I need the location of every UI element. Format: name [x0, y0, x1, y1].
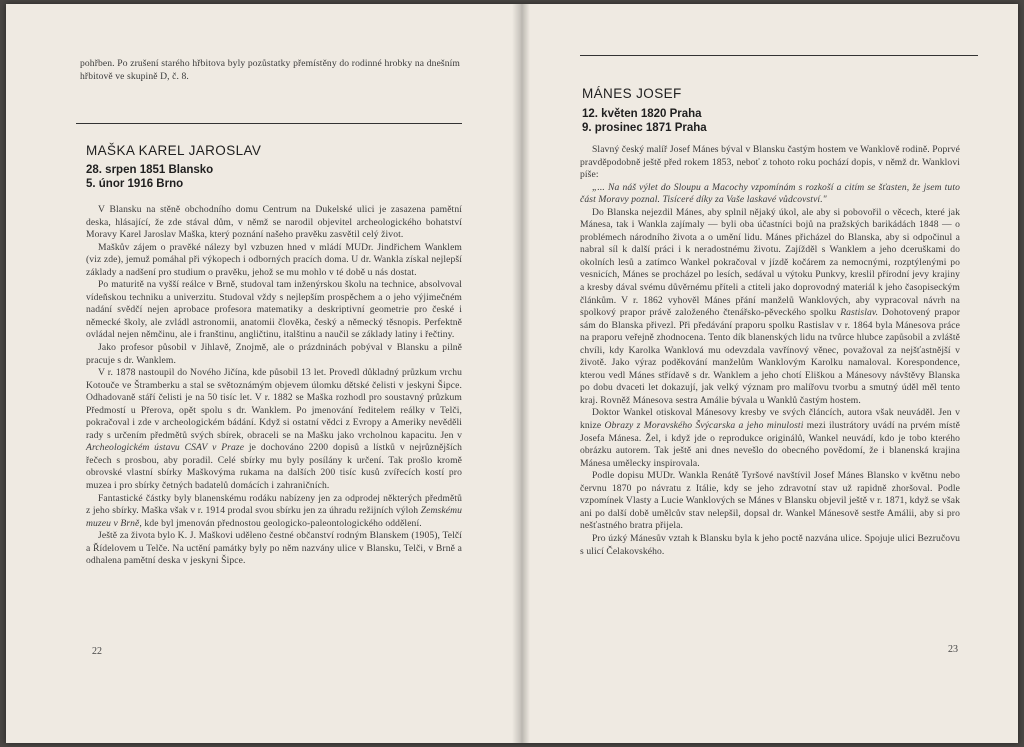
p4-text: Doktor Wankel otiskoval Mánesovy kresby ve svých článcích, autora však neuváděl. Jen v knize	[580, 407, 960, 432]
maska-paragraph: Jako profesor působil v Jihlavě, Znojmě, ale o prázdninách pobýval v Blansku a pilně pracuje s dr. Wanklem.	[86, 342, 462, 366]
manes-quote	[580, 182, 960, 207]
page-number-left: 22	[92, 646, 102, 657]
maska-paragraph: Maškův zájem o pravěké nálezy byl vzbuzen hned v mládí MUDr. Jindřichem Wanklem (viz zde), jemuž pomáhal při výkopech i odborných pracích doma. U dr. Wankla získal nejlepší základy a nadšení pro studium o pravěku, jehož se mu mohlo v té době u nás dostat.	[86, 241, 462, 278]
maska-heading: MAŠKA KAREL JAROSLAV	[86, 143, 262, 158]
manes-heading: MÁNES JOSEF	[582, 86, 682, 101]
p5-text: V r. 1878 nastoupil do Nového Jičína, kde působil 13 let. Provedl důkladný průzkum vrchu Kotouče ve Štramberku a stal se světoznámým objevem úlomku dětské čelisti v jeskyni Šipce. Odhadovaně stáří čelisti je na 50 tisíc let. V r. 1882 se Maška rozhodl pro soustavný průzkum Předmostí u Přerova, opět spolu s dr. Wanklem. Po jmenování ředitelem reálky v Telči, pokračoval i zde v archeologickém bádání. Když si ostatní vědci z Evropy a Ameriky nevěděli rady s určením předmětů svých sbírek, obraceli se na Mašku jako vrcholnou kapacitu. Jen v	[86, 367, 462, 441]
maska-paragraph: V Blansku na stěně obchodního domu Centrum na Dukelské ulici je zasazena pamětní deska, hlásající, že zde stával dům, v němž se narodil objevitel archeologického bohatství Moravy Karel Jaroslav Maška, který poznání našeho pravěku zasvětil celý život.	[86, 204, 462, 241]
maska-birth: 28. srpen 1851 Blansko	[86, 164, 214, 176]
quote-text: „... Na náš výlet do Sloupu a Macochy vzpomínám s rozkoší a citím se šťasten, že jsem tuto část Moravy poznal. Tisíceré díky za Vaše laskavé vůdcovství."	[580, 181, 960, 206]
p5-tail: je dochováno 2200 dopisů a lístků v nejrůznějších řečech s prosbou, aby poradil. Celé sbírky mu byly posílány k určení. Tak prošlo kromě obrovské vlastní sbírky Maškovýma rukama na dalších 200 tisíc kusů zvířecích kostí pro muzea i pro sbírky četných badatelů domácích i zahraničních.	[86, 442, 462, 492]
maska-paragraph	[86, 493, 462, 531]
maska-paragraph	[86, 367, 462, 492]
section-rule-right	[580, 55, 978, 56]
maska-paragraph: Ještě za života bylo K. J. Maškovi uděleno čestné občanství rodným Blanskem (1905), Telčí a Řídelovem u Telče. Na uctění památky byly po něm nazvány ulice v Blansku, Telči, v Brně a odhalena pamětní deska v jeskyni Šipce.	[86, 530, 462, 567]
p5-italic: Archeologickém ústavu CSAV v Praze	[86, 442, 245, 454]
p3-tail: Dohotovený prapor sám do Blanska přivezl. Při předávání praporu spolku Rastislav v r. 1864 byla Mánesova práce na praporu veřejně zhodnocena. Tento dík blanenských lidu na tvůrce hlubce zapůsobil a zvláště chvíli, kdy Karolka Wanklová mu odevzdala vavřínový věnec, považoval za nejšťastnější v životě. Jako výraz poděkování manželům Wanklovým Karolku namaloval. Korespondence, kterou vedl Mánes střídavě s dr. Wanklem a jeho chotí Eliškou a Mánesovy návštěvy Blanska po dobu dvaceti let dokazují, jak velký význam pro malířovu tvorbu a smutný úděl měl tento kraj. Rovněž Mánesova sestra Amálie bývala u Wanklů častým hostem.	[580, 307, 961, 406]
p3-italic: Rastislav.	[840, 307, 879, 319]
p6-text: Fantastické částky byly blanenskému rodáku nabízeny jen za odprodej některých předmětů z jeho sbírky. Maška však v r. 1914 prodal svou sbírku jen za úhradu režijních výloh	[86, 492, 462, 517]
manes-paragraph: Pro úzký Mánesův vztah k Blansku byla k jeho poctě nazvána ulice. Spojuje ulici Bezručovu s ulicí Čelakovského.	[580, 532, 960, 557]
manes-paragraph	[580, 407, 960, 470]
manes-paragraph	[580, 207, 960, 408]
page-number-right: 23	[948, 644, 958, 655]
manes-paragraph: Slavný český malíř Josef Mánes býval v Blansku častým hostem ve Wanklově rodině. Poprvé pravděpodobně ještě před rokem 1853, neboť z tohoto roku pochází dopis, v němž dr. Wanklovi píše:	[580, 144, 960, 181]
p4-tail: mezi ilustrátory uvádí na prvém místě Josefa Mánesa. Žel, i když jde o reprodukce originálů, Wankel neuvádí, kdo je tobo kterého obrázku autorem. Tak ještě ani dnes nevešlo do obecného povědomí, že i blanenská krajina Mánesa umělecky inspirovala.	[580, 420, 961, 469]
intro-text: pohřben. Po zrušení starého hřbitova byly pozůstatky přemístěny do rodinné hrobky na dnešním hřbitově ve skupině D, č. 8.	[80, 58, 460, 82]
left-page	[6, 4, 520, 743]
p4-italic: Obrazy z Moravského Švýcarska a jeho minulosti	[604, 420, 804, 432]
maska-death: 5. únor 1916 Brno	[86, 178, 184, 190]
p3-text: Do Blanska nejezdil Mánes, aby splnil nějaký úkol, ale aby si pobovořil o věcech, které jak Mánesa, tak i Wankla zajímaly — byli oba účastníci bojů na pražských barikádách 1848 — o problémech národního života a o umění lidu. Mánes přicházel do Blanska, aby si odpočinul a nabral síl k další práci i k neradostnému životu. Zajížděl s Wanklem a jeho dceruškami do okolních lesů a zatímco Wankel pokračoval v jízdě kočárem za nemocnými, rozptýlenými po vesnicích, Mánes se procházel po lesích, sedával u výtoku Punkvy, kreslil přírodní jevy krajiny a kresby dával svému důvěrnému příteli a ctiteli jako doprovodný materiál k jeho časopiseckým článkům. V r. 1862 vyhověl Mánes přání manželů Wanklových, aby vypracoval návrh na spolkový prapor právě založeného čtenářsko-pěveckého spolku	[580, 206, 960, 319]
manes-paragraph: Podle dopisu MUDr. Wankla Renátě Tyršové navštívil Josef Mánes Blansko v květnu nebo červnu 1870 po návratu z Itálie, kdy se jeho zdravotní stav už rapidně zhoršoval. Podle vzpomínek Vlasty a Lucie Wanklových se Mánes v Blansku objevil ještě v r. 1871, když se však ani po další době umělcův stav nelepšil, dopsal dr. Wankel Mánesově sestře Amálii, aby si pro nešťastného bratra přijela.	[580, 470, 960, 532]
maska-body	[86, 204, 462, 568]
book-spread	[6, 4, 1018, 743]
manes-birth: 12. květen 1820 Praha	[582, 108, 702, 120]
manes-death: 9. prosinec 1871 Praha	[582, 122, 707, 134]
manes-body	[580, 144, 960, 558]
p6-italic: Zemskému muzeu v Brně,	[86, 505, 463, 529]
intro-paragraph	[80, 58, 460, 83]
p6-tail: kde byl jmenován přednostou geologicko-paleontologického oddělení.	[144, 517, 422, 529]
maska-paragraph: Po maturitě na vyšší reálce v Brně, studoval tam inženýrskou školu na technice, absolvoval vídeňskou techniku a univerzitu. Studoval vždy s nejlepším prospěchem a o jeho výjimečném nadání svědčí nejen aprobace profesora matematiky a deskriptivní geometrie pro české i německé školy, ale zvládl astronomii, anatomii člověka, český a německý těsnopis. Perfektně ovládal nejen němčinu, ale i franštinu, angličtinu, italštinu a naučil se základy latiny i řečtiny.	[86, 279, 462, 341]
section-rule	[76, 123, 462, 124]
right-page	[520, 4, 1018, 743]
